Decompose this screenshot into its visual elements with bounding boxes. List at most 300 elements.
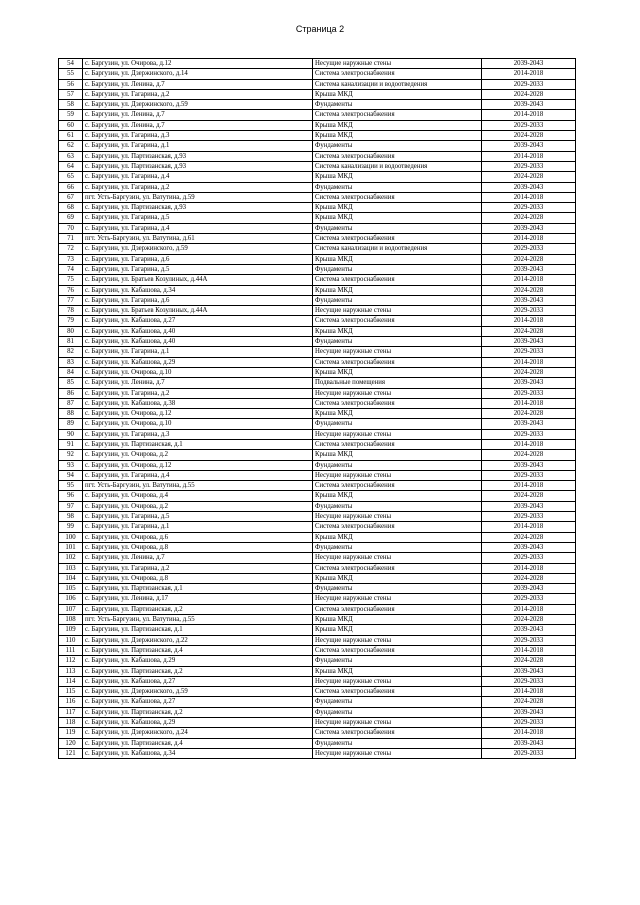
period-cell: 2029-2033 xyxy=(482,718,576,728)
period-cell: 2039-2043 xyxy=(482,666,576,676)
work-type-cell: Система электроснабжения xyxy=(313,316,482,326)
work-type-cell: Фундаменты xyxy=(313,707,482,717)
work-type-cell: Фундаменты xyxy=(313,419,482,429)
row-number-cell: 64 xyxy=(59,161,83,171)
work-type-cell: Система электроснабжения xyxy=(313,563,482,573)
table-row xyxy=(59,110,576,120)
address-cell: с. Баргузин, ул. Гагарина, д.4 xyxy=(83,223,313,233)
row-number-cell: 110 xyxy=(59,635,83,645)
row-number-cell: 57 xyxy=(59,89,83,99)
period-cell: 2039-2043 xyxy=(482,460,576,470)
address-cell: с. Баргузин, ул. Кабашова, д.40 xyxy=(83,337,313,347)
table-row xyxy=(59,512,576,522)
table-row xyxy=(59,429,576,439)
address-cell: пгт. Усть-Баргузин, ул. Ватутина, д.61 xyxy=(83,234,313,244)
work-type-cell: Система электроснабжения xyxy=(313,357,482,367)
work-type-cell: Крыша МКД xyxy=(313,120,482,130)
period-cell: 2024-2028 xyxy=(482,532,576,542)
row-number-cell: 54 xyxy=(59,59,83,69)
period-cell: 2039-2043 xyxy=(482,141,576,151)
work-type-cell: Несущие наружные стены xyxy=(313,718,482,728)
address-cell: с. Баргузин, ул. Гагарина, д.5 xyxy=(83,213,313,223)
period-cell: 2029-2033 xyxy=(482,553,576,563)
table-row xyxy=(59,89,576,99)
work-type-cell: Крыша МКД xyxy=(313,409,482,419)
work-type-cell: Фундаменты xyxy=(313,738,482,748)
row-number-cell: 80 xyxy=(59,326,83,336)
period-cell: 2014-2018 xyxy=(482,687,576,697)
table-row xyxy=(59,718,576,728)
table-row xyxy=(59,244,576,254)
address-cell: с. Баргузин, ул. Очирова, д.12 xyxy=(83,409,313,419)
row-number-cell: 69 xyxy=(59,213,83,223)
period-cell: 2024-2028 xyxy=(482,367,576,377)
table-row xyxy=(59,347,576,357)
period-cell: 2039-2043 xyxy=(482,100,576,110)
row-number-cell: 70 xyxy=(59,223,83,233)
address-cell: с. Баргузин, ул. Партизанская, д.2 xyxy=(83,666,313,676)
table-row xyxy=(59,481,576,491)
period-cell: 2039-2043 xyxy=(482,337,576,347)
table-row xyxy=(59,501,576,511)
work-type-cell: Крыша МКД xyxy=(313,213,482,223)
table-row xyxy=(59,656,576,666)
period-cell: 2024-2028 xyxy=(482,89,576,99)
period-cell: 2014-2018 xyxy=(482,481,576,491)
row-number-cell: 112 xyxy=(59,656,83,666)
work-type-cell: Фундаменты xyxy=(313,223,482,233)
row-number-cell: 107 xyxy=(59,604,83,614)
address-cell: с. Баргузин, ул. Гагарина, д.2 xyxy=(83,182,313,192)
period-cell: 2029-2033 xyxy=(482,203,576,213)
period-cell: 2039-2043 xyxy=(482,625,576,635)
period-cell: 2024-2028 xyxy=(482,491,576,501)
row-number-cell: 65 xyxy=(59,172,83,182)
work-type-cell: Несущие наружные стены xyxy=(313,512,482,522)
address-cell: с. Баргузин, ул. Кабашова, д.27 xyxy=(83,316,313,326)
period-cell: 2039-2043 xyxy=(482,264,576,274)
work-type-cell: Фундаменты xyxy=(313,584,482,594)
row-number-cell: 100 xyxy=(59,532,83,542)
table-row xyxy=(59,728,576,738)
work-type-cell: Система канализации и водоотведения xyxy=(313,244,482,254)
address-cell: с. Баргузин, ул. Очирова, д.2 xyxy=(83,501,313,511)
work-type-cell: Система электроснабжения xyxy=(313,110,482,120)
registry-table xyxy=(58,58,576,759)
period-cell: 2029-2033 xyxy=(482,429,576,439)
row-number-cell: 113 xyxy=(59,666,83,676)
table-row xyxy=(59,182,576,192)
work-type-cell: Несущие наружные стены xyxy=(313,676,482,686)
address-cell: с. Баргузин, ул. Кабашова, д.34 xyxy=(83,748,313,758)
work-type-cell: Крыша МКД xyxy=(313,367,482,377)
period-cell: 2014-2018 xyxy=(482,234,576,244)
period-cell: 2014-2018 xyxy=(482,151,576,161)
table-row xyxy=(59,295,576,305)
address-cell: с. Баргузин, ул. Партизанская, д.93 xyxy=(83,203,313,213)
work-type-cell: Несущие наружные стены xyxy=(313,748,482,758)
address-cell: с. Баргузин, ул. Гагарина, д.1 xyxy=(83,522,313,532)
table-row xyxy=(59,378,576,388)
address-cell: с. Баргузин, ул. Партизанская, д.93 xyxy=(83,151,313,161)
row-number-cell: 109 xyxy=(59,625,83,635)
work-type-cell: Система электроснабжения xyxy=(313,645,482,655)
row-number-cell: 105 xyxy=(59,584,83,594)
table-row xyxy=(59,398,576,408)
address-cell: с. Баргузин, ул. Дзержинского, д.14 xyxy=(83,69,313,79)
row-number-cell: 73 xyxy=(59,254,83,264)
work-type-cell: Крыша МКД xyxy=(313,532,482,542)
work-type-cell: Несущие наружные стены xyxy=(313,59,482,69)
table-row xyxy=(59,367,576,377)
work-type-cell: Крыша МКД xyxy=(313,615,482,625)
period-cell: 2024-2028 xyxy=(482,326,576,336)
table-row xyxy=(59,460,576,470)
table-row xyxy=(59,450,576,460)
period-cell: 2039-2043 xyxy=(482,707,576,717)
work-type-cell: Крыша МКД xyxy=(313,89,482,99)
row-number-cell: 84 xyxy=(59,367,83,377)
table-row xyxy=(59,707,576,717)
period-cell: 2029-2033 xyxy=(482,120,576,130)
work-type-cell: Система электроснабжения xyxy=(313,439,482,449)
table-row xyxy=(59,306,576,316)
work-type-cell: Фундаменты xyxy=(313,460,482,470)
address-cell: с. Баргузин, ул. Очирова, д.12 xyxy=(83,460,313,470)
row-number-cell: 117 xyxy=(59,707,83,717)
row-number-cell: 118 xyxy=(59,718,83,728)
period-cell: 2024-2028 xyxy=(482,409,576,419)
address-cell: пгт. Усть-Баргузин, ул. Ватутина, д.55 xyxy=(83,481,313,491)
row-number-cell: 56 xyxy=(59,79,83,89)
table-row xyxy=(59,388,576,398)
period-cell: 2039-2043 xyxy=(482,584,576,594)
row-number-cell: 78 xyxy=(59,306,83,316)
table-row xyxy=(59,594,576,604)
address-cell: пгт. Усть-Баргузин, ул. Ватутина, д.59 xyxy=(83,192,313,202)
table-row xyxy=(59,316,576,326)
address-cell: с. Баргузин, ул. Ленина, д.7 xyxy=(83,110,313,120)
table-row xyxy=(59,542,576,552)
work-type-cell: Крыша МКД xyxy=(313,172,482,182)
period-cell: 2029-2033 xyxy=(482,470,576,480)
period-cell: 2014-2018 xyxy=(482,439,576,449)
period-cell: 2039-2043 xyxy=(482,542,576,552)
table-row xyxy=(59,275,576,285)
row-number-cell: 120 xyxy=(59,738,83,748)
period-cell: 2014-2018 xyxy=(482,604,576,614)
table-row xyxy=(59,470,576,480)
table-row xyxy=(59,79,576,89)
row-number-cell: 119 xyxy=(59,728,83,738)
table-row xyxy=(59,748,576,758)
period-cell: 2039-2043 xyxy=(482,378,576,388)
work-type-cell: Несущие наружные стены xyxy=(313,347,482,357)
period-cell: 2014-2018 xyxy=(482,728,576,738)
table-row xyxy=(59,532,576,542)
row-number-cell: 76 xyxy=(59,285,83,295)
period-cell: 2029-2033 xyxy=(482,635,576,645)
row-number-cell: 96 xyxy=(59,491,83,501)
period-cell: 2039-2043 xyxy=(482,223,576,233)
row-number-cell: 89 xyxy=(59,419,83,429)
period-cell: 2039-2043 xyxy=(482,419,576,429)
address-cell: с. Баргузин, ул. Дзержинского, д.59 xyxy=(83,244,313,254)
period-cell: 2029-2033 xyxy=(482,676,576,686)
period-cell: 2024-2028 xyxy=(482,213,576,223)
work-type-cell: Крыша МКД xyxy=(313,326,482,336)
work-type-cell: Несущие наружные стены xyxy=(313,388,482,398)
row-number-cell: 95 xyxy=(59,481,83,491)
row-number-cell: 94 xyxy=(59,470,83,480)
period-cell: 2014-2018 xyxy=(482,563,576,573)
address-cell: с. Баргузин, ул. Ленина, д.7 xyxy=(83,553,313,563)
table-row xyxy=(59,131,576,141)
row-number-cell: 116 xyxy=(59,697,83,707)
period-cell: 2014-2018 xyxy=(482,398,576,408)
work-type-cell: Фундаменты xyxy=(313,100,482,110)
table-row xyxy=(59,573,576,583)
row-number-cell: 79 xyxy=(59,316,83,326)
period-cell: 2024-2028 xyxy=(482,285,576,295)
table-row xyxy=(59,522,576,532)
period-cell: 2024-2028 xyxy=(482,450,576,460)
period-cell: 2014-2018 xyxy=(482,316,576,326)
work-type-cell: Система электроснабжения xyxy=(313,192,482,202)
address-cell: с. Баргузин, ул. Кабашова, д.29 xyxy=(83,656,313,666)
row-number-cell: 68 xyxy=(59,203,83,213)
row-number-cell: 104 xyxy=(59,573,83,583)
table-row xyxy=(59,141,576,151)
table-row xyxy=(59,615,576,625)
period-cell: 2024-2028 xyxy=(482,656,576,666)
address-cell: с. Баргузин, ул. Гагарина, д.2 xyxy=(83,89,313,99)
work-type-cell: Система канализации и водоотведения xyxy=(313,161,482,171)
period-cell: 2029-2033 xyxy=(482,79,576,89)
row-number-cell: 121 xyxy=(59,748,83,758)
row-number-cell: 97 xyxy=(59,501,83,511)
row-number-cell: 111 xyxy=(59,645,83,655)
address-cell: с. Баргузин, ул. Кабашова, д.27 xyxy=(83,697,313,707)
address-cell: с. Баргузин, ул. Гагарина, д.4 xyxy=(83,172,313,182)
work-type-cell: Фундаменты xyxy=(313,141,482,151)
work-type-cell: Несущие наружные стены xyxy=(313,470,482,480)
table-row xyxy=(59,439,576,449)
table-row xyxy=(59,326,576,336)
table-row xyxy=(59,69,576,79)
row-number-cell: 75 xyxy=(59,275,83,285)
row-number-cell: 88 xyxy=(59,409,83,419)
work-type-cell: Крыша МКД xyxy=(313,573,482,583)
row-number-cell: 81 xyxy=(59,337,83,347)
work-type-cell: Система электроснабжения xyxy=(313,728,482,738)
period-cell: 2024-2028 xyxy=(482,697,576,707)
table-row xyxy=(59,192,576,202)
address-cell: с. Баргузин, ул. Очирова, д.2 xyxy=(83,450,313,460)
address-cell: с. Баргузин, ул. Братьев Козулиных, д.44А xyxy=(83,275,313,285)
row-number-cell: 90 xyxy=(59,429,83,439)
period-cell: 2029-2033 xyxy=(482,512,576,522)
address-cell: с. Баргузин, ул. Партизанская, д.1 xyxy=(83,625,313,635)
table-row xyxy=(59,604,576,614)
period-cell: 2029-2033 xyxy=(482,306,576,316)
row-number-cell: 99 xyxy=(59,522,83,532)
work-type-cell: Крыша МКД xyxy=(313,625,482,635)
row-number-cell: 92 xyxy=(59,450,83,460)
table-row xyxy=(59,635,576,645)
address-cell: с. Баргузин, ул. Очирова, д.8 xyxy=(83,542,313,552)
work-type-cell: Система электроснабжения xyxy=(313,275,482,285)
period-cell: 2014-2018 xyxy=(482,275,576,285)
work-type-cell: Система электроснабжения xyxy=(313,687,482,697)
table-row xyxy=(59,264,576,274)
table-row xyxy=(59,120,576,130)
table-row xyxy=(59,213,576,223)
address-cell: пгт. Усть-Баргузин, ул. Ватутина, д.55 xyxy=(83,615,313,625)
row-number-cell: 82 xyxy=(59,347,83,357)
work-type-cell: Несущие наружные стены xyxy=(313,635,482,645)
period-cell: 2024-2028 xyxy=(482,615,576,625)
work-type-cell: Система электроснабжения xyxy=(313,481,482,491)
period-cell: 2014-2018 xyxy=(482,522,576,532)
row-number-cell: 87 xyxy=(59,398,83,408)
row-number-cell: 74 xyxy=(59,264,83,274)
work-type-cell: Подвальные помещения xyxy=(313,378,482,388)
period-cell: 2014-2018 xyxy=(482,69,576,79)
table-row xyxy=(59,254,576,264)
work-type-cell: Крыша МКД xyxy=(313,450,482,460)
row-number-cell: 106 xyxy=(59,594,83,604)
period-cell: 2014-2018 xyxy=(482,645,576,655)
address-cell: с. Баргузин, ул. Кабашова, д.27 xyxy=(83,676,313,686)
row-number-cell: 58 xyxy=(59,100,83,110)
period-cell: 2029-2033 xyxy=(482,347,576,357)
address-cell: с. Баргузин, ул. Гагарина, д.3 xyxy=(83,429,313,439)
table-row xyxy=(59,563,576,573)
work-type-cell: Крыша МКД xyxy=(313,285,482,295)
row-number-cell: 91 xyxy=(59,439,83,449)
table-row xyxy=(59,203,576,213)
row-number-cell: 71 xyxy=(59,234,83,244)
address-cell: с. Баргузин, ул. Очирова, д.10 xyxy=(83,419,313,429)
row-number-cell: 102 xyxy=(59,553,83,563)
period-cell: 2024-2028 xyxy=(482,131,576,141)
work-type-cell: Система электроснабжения xyxy=(313,151,482,161)
address-cell: с. Баргузин, ул. Дзержинского, д.59 xyxy=(83,100,313,110)
period-cell: 2014-2018 xyxy=(482,357,576,367)
table-row xyxy=(59,172,576,182)
table-row xyxy=(59,491,576,501)
address-cell: с. Баргузин, ул. Кабашова, д.29 xyxy=(83,357,313,367)
address-cell: с. Баргузин, ул. Гагарина, д.2 xyxy=(83,563,313,573)
address-cell: с. Баргузин, ул. Гагарина, д.1 xyxy=(83,347,313,357)
address-cell: с. Баргузин, ул. Партизанская, д.4 xyxy=(83,738,313,748)
address-cell: с. Баргузин, ул. Очирова, д.12 xyxy=(83,59,313,69)
work-type-cell: Несущие наружные стены xyxy=(313,429,482,439)
address-cell: с. Баргузин, ул. Партизанская, д.93 xyxy=(83,161,313,171)
work-type-cell: Система электроснабжения xyxy=(313,234,482,244)
address-cell: с. Баргузин, ул. Дзержинского, д.24 xyxy=(83,728,313,738)
row-number-cell: 72 xyxy=(59,244,83,254)
period-cell: 2029-2033 xyxy=(482,388,576,398)
row-number-cell: 66 xyxy=(59,182,83,192)
period-cell: 2029-2033 xyxy=(482,748,576,758)
address-cell: с. Баргузин, ул. Гагарина, д.5 xyxy=(83,512,313,522)
address-cell: с. Баргузин, ул. Гагарина, д.6 xyxy=(83,254,313,264)
work-type-cell: Система канализации и водоотведения xyxy=(313,79,482,89)
address-cell: с. Баргузин, ул. Кабашова, д.29 xyxy=(83,718,313,728)
table-row xyxy=(59,100,576,110)
row-number-cell: 60 xyxy=(59,120,83,130)
work-type-cell: Фундаменты xyxy=(313,501,482,511)
address-cell: с. Баргузин, ул. Гагарина, д.3 xyxy=(83,131,313,141)
period-cell: 2014-2018 xyxy=(482,192,576,202)
row-number-cell: 59 xyxy=(59,110,83,120)
period-cell: 2039-2043 xyxy=(482,59,576,69)
table-row xyxy=(59,419,576,429)
row-number-cell: 101 xyxy=(59,542,83,552)
address-cell: с. Баргузин, ул. Очирова, д.10 xyxy=(83,367,313,377)
work-type-cell: Несущие наружные стены xyxy=(313,553,482,563)
period-cell: 2024-2028 xyxy=(482,254,576,264)
work-type-cell: Крыша МКД xyxy=(313,491,482,501)
work-type-cell: Несущие наружные стены xyxy=(313,594,482,604)
table-row xyxy=(59,666,576,676)
table-row xyxy=(59,357,576,367)
address-cell: с. Баргузин, ул. Ленина, д.7 xyxy=(83,120,313,130)
table-row xyxy=(59,161,576,171)
table-row xyxy=(59,676,576,686)
row-number-cell: 103 xyxy=(59,563,83,573)
work-type-cell: Крыша МКД xyxy=(313,131,482,141)
period-cell: 2029-2033 xyxy=(482,161,576,171)
address-cell: с. Баргузин, ул. Гагарина, д.1 xyxy=(83,141,313,151)
work-type-cell: Система электроснабжения xyxy=(313,522,482,532)
table-row xyxy=(59,738,576,748)
page-title: Страница 2 xyxy=(295,24,345,34)
address-cell: с. Баргузин, ул. Гагарина, д.5 xyxy=(83,264,313,274)
row-number-cell: 93 xyxy=(59,460,83,470)
work-type-cell: Крыша МКД xyxy=(313,254,482,264)
row-number-cell: 114 xyxy=(59,676,83,686)
table-row xyxy=(59,337,576,347)
address-cell: с. Баргузин, ул. Кабашова, д.34 xyxy=(83,285,313,295)
table-row xyxy=(59,697,576,707)
table-body xyxy=(59,59,576,759)
address-cell: с. Баргузин, ул. Ленина, д.7 xyxy=(83,79,313,89)
address-cell: с. Баргузин, ул. Братьев Козулиных, д.44А xyxy=(83,306,313,316)
work-type-cell: Система электроснабжения xyxy=(313,69,482,79)
table-row xyxy=(59,553,576,563)
address-cell: с. Баргузин, ул. Партизанская, д.4 xyxy=(83,645,313,655)
work-type-cell: Фундаменты xyxy=(313,656,482,666)
table-row xyxy=(59,151,576,161)
period-cell: 2039-2043 xyxy=(482,182,576,192)
row-number-cell: 61 xyxy=(59,131,83,141)
address-cell: с. Баргузин, ул. Дзержинского, д.22 xyxy=(83,635,313,645)
period-cell: 2039-2043 xyxy=(482,295,576,305)
work-type-cell: Фундаменты xyxy=(313,337,482,347)
address-cell: с. Баргузин, ул. Очирова, д.4 xyxy=(83,491,313,501)
table-row xyxy=(59,234,576,244)
table-row xyxy=(59,584,576,594)
work-type-cell: Фундаменты xyxy=(313,295,482,305)
row-number-cell: 83 xyxy=(59,357,83,367)
row-number-cell: 62 xyxy=(59,141,83,151)
work-type-cell: Несущие наружные стены xyxy=(313,306,482,316)
row-number-cell: 85 xyxy=(59,378,83,388)
work-type-cell: Система электроснабжения xyxy=(313,398,482,408)
